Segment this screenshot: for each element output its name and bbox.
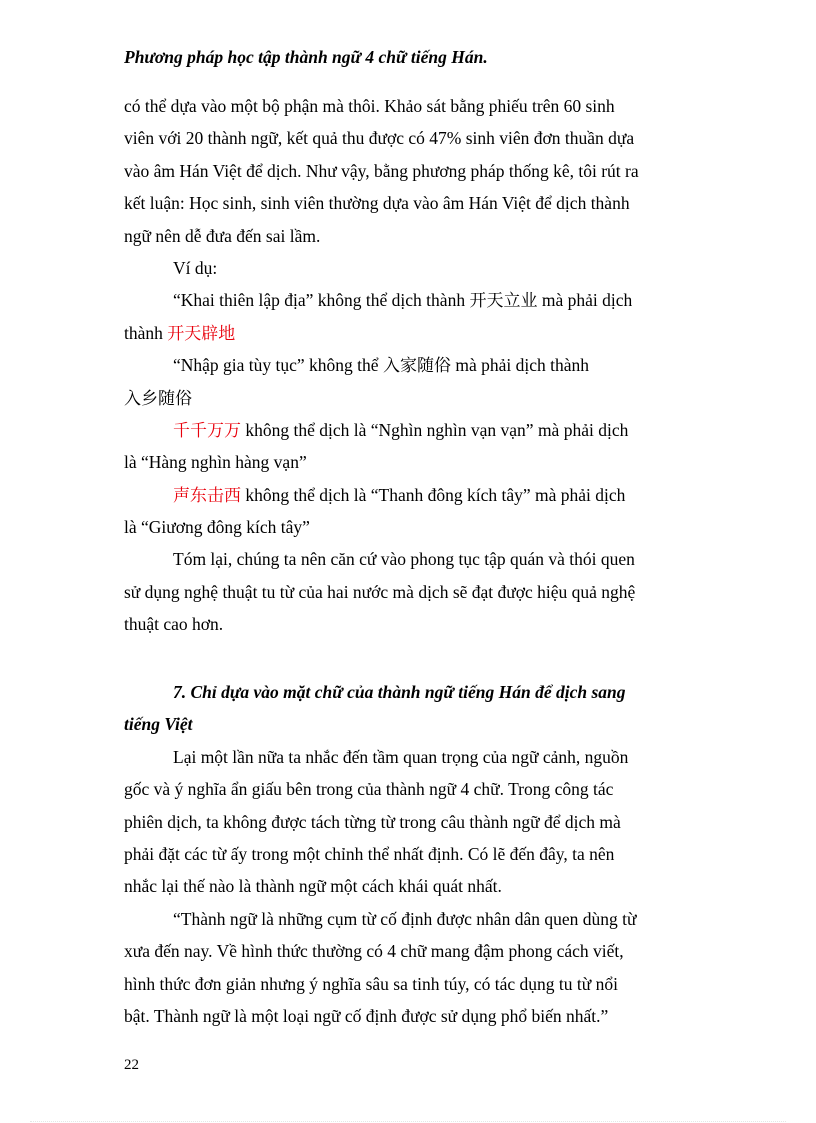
paragraph-line: viên với 20 thành ngữ, kết quả thu được có 47% sinh viên đơn thuần dựa	[124, 128, 635, 149]
section-7	[124, 676, 690, 1032]
example-3-line	[124, 414, 690, 446]
example-text: không thể dịch là “Nghìn nghìn vạn vạn” mà phải dịch	[241, 419, 629, 440]
section-heading: 7. Chỉ dựa vào mặt chữ của thành ngữ tiếng Hán để dịch sang	[173, 682, 626, 702]
quote-line: xưa đến nay. Về hình thức thường có 4 chữ mang đậm phong cách viết,	[124, 941, 624, 962]
quote-line: hình thức đơn giản nhưng ý nghĩa sâu sa tinh túy, có tác dụng tu từ nổi	[124, 973, 618, 994]
example-4-line: là “Giương đông kích tây”	[124, 517, 310, 538]
paragraph-line: thuật cao hơn.	[124, 614, 224, 635]
paragraph-line: gốc và ý nghĩa ẩn giấu bên trong của thành ngữ 4 chữ. Trong công tác	[124, 779, 614, 800]
example-2-line	[124, 349, 690, 381]
example-label: Ví dụ:	[173, 257, 218, 278]
example-1-line	[124, 317, 690, 349]
paragraph-line: kết luận: Học sinh, sinh viên thường dựa vào âm Hán Việt để dịch thành	[124, 193, 630, 214]
paragraph-line: Lại một lần nữa ta nhắc đến tầm quan trọng của ngữ cảnh, nguồn	[173, 746, 629, 767]
source-idiom: 千千万万	[173, 420, 241, 441]
example-4-line	[124, 479, 690, 511]
example-text: thành	[124, 322, 168, 343]
source-idiom: 声东击西	[173, 485, 241, 506]
example-1-line	[124, 284, 690, 316]
example-text: mà phải dịch thành	[450, 355, 589, 376]
running-header: Phương pháp học tập thành ngữ 4 chữ tiếng Hán.	[124, 47, 488, 67]
correct-idiom: 开天辟地	[167, 323, 236, 344]
paragraph-line: có thể dựa vào một bộ phận mà thôi. Khảo sát bằng phiếu trên 60 sinh	[124, 96, 615, 116]
paragraph-line: phải đặt các từ ấy trong một chỉnh thể nhất định. Có lẽ đến đây, ta nên	[124, 843, 615, 864]
correct-idiom: 入乡随俗	[124, 388, 192, 409]
paragraph-line: sử dụng nghệ thuật tu từ của hai nước mà dịch sẽ đạt được hiệu quả nghệ	[124, 581, 636, 602]
wrong-idiom: 入家随俗	[382, 356, 451, 377]
example-2-line	[124, 382, 690, 414]
quote-line: “Thành ngữ là những cụm từ cố định được nhân dân quen dùng từ	[173, 908, 637, 929]
paragraph-line: phiên dịch, ta không được tách từng từ trong câu thành ngữ để dịch mà	[124, 811, 621, 832]
example-text: “Khai thiên lập địa” không thể dịch thành	[173, 290, 470, 311]
example-text: “Nhập gia tùy tục” không thể	[173, 355, 383, 376]
paragraph-line: nhắc lại thế nào là thành ngữ một cách khái quát nhất.	[124, 876, 502, 897]
paragraph-line: Tóm lại, chúng ta nên căn cứ vào phong tục tập quán và thói quen	[173, 549, 635, 570]
page-number: 22	[124, 1057, 139, 1073]
quote-line: bật. Thành ngữ là một loại ngữ cố định được sử dụng phổ biến nhất.”	[124, 1005, 609, 1026]
page-footer-divider	[30, 1121, 786, 1122]
example-text: mà phải dịch	[537, 290, 633, 311]
example-3-line: là “Hàng nghìn hàng vạn”	[124, 452, 307, 473]
wrong-idiom: 开天立业	[469, 291, 538, 312]
body-text	[124, 90, 690, 641]
paragraph-line: ngữ nên dễ đưa đến sai lầm.	[124, 225, 321, 246]
paragraph-line: vào âm Hán Việt để dịch. Như vậy, bằng phương pháp thống kê, tôi rút ra	[124, 160, 639, 181]
example-text: không thể dịch là “Thanh đông kích tây” mà phải dịch	[241, 484, 626, 505]
section-heading: tiếng Việt	[124, 714, 193, 735]
